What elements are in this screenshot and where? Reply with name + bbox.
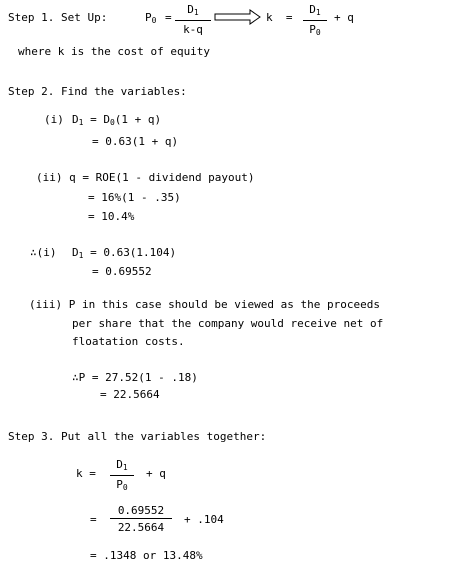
item-iii-line3: floatation costs.: [72, 335, 185, 348]
step1-fraction-d1-over-k-q: [175, 3, 211, 36]
item-i-line2: = 0.63(1 + q): [92, 135, 179, 148]
fraction-denominator: 22.5664: [117, 521, 165, 534]
fraction-numerator: $D_1$: [309, 3, 321, 17]
fraction-denominator: k-q: [183, 23, 203, 36]
item-i-equation: $D_1 = D_0(1 + q)$: [72, 113, 162, 127]
step3-fraction-values: [110, 504, 172, 534]
item-i-label: (i): [44, 113, 64, 126]
fraction-bar: [175, 20, 211, 21]
fraction-numerator: $D_1$: [116, 458, 128, 472]
step3-plus-104: + .104: [184, 513, 224, 526]
item-ii-line1: (ii) q = ROE(1 - dividend payout): [36, 171, 255, 184]
step3-fraction-d1-over-p0: [110, 458, 134, 494]
item-iii-line1: (iii) P in this case should be viewed as the proceeds: [29, 298, 380, 311]
item-ii-line3: = 10.4%: [88, 210, 135, 223]
step3-plus-q: + q: [146, 467, 166, 480]
p-calc-line2: = 22.5664: [100, 388, 160, 401]
therefore-item-i-label: ∴(i): [30, 246, 57, 259]
therefore-item-i-line2: = 0.69552: [92, 265, 152, 278]
p-calc-line1: ∴P = 27.52(1 - .18): [72, 371, 198, 384]
where-k-note: where k is the cost of equity: [18, 45, 211, 58]
fraction-numerator: $D_1$: [187, 3, 199, 17]
fraction-bar: [110, 475, 134, 476]
therefore-item-i-equation: $D_1 = 0.63(1.104)$: [72, 246, 177, 260]
fraction-bar: [303, 20, 327, 21]
fraction-denominator: $P_0$: [309, 23, 321, 37]
step1-fraction-d1-over-p0: [303, 3, 327, 39]
step1-heading: Step 1. Set Up:: [8, 11, 108, 24]
item-iii-line2: per share that the company would receive net of: [72, 317, 384, 330]
fraction-bar: [110, 518, 172, 519]
step3-k-lhs: k =: [76, 467, 96, 480]
plus-q: + q: [334, 11, 354, 24]
fraction-numerator: 0.69552: [117, 504, 165, 517]
step3-heading: Step 3. Put all the variables together:: [8, 430, 267, 443]
fraction-denominator: $P_0$: [116, 478, 128, 492]
item-ii-line2: = 16%(1 - .35): [88, 191, 181, 204]
equals-sign: =: [165, 11, 172, 24]
step2-heading: Step 2. Find the variables:: [8, 85, 187, 98]
k-lhs: k =: [266, 11, 293, 24]
step3-equals: =: [90, 513, 97, 526]
implies-arrow-icon: [214, 9, 262, 25]
p0-symbol: $P_0$: [145, 11, 157, 25]
step3-result: = .1348 or 13.48%: [90, 549, 203, 562]
